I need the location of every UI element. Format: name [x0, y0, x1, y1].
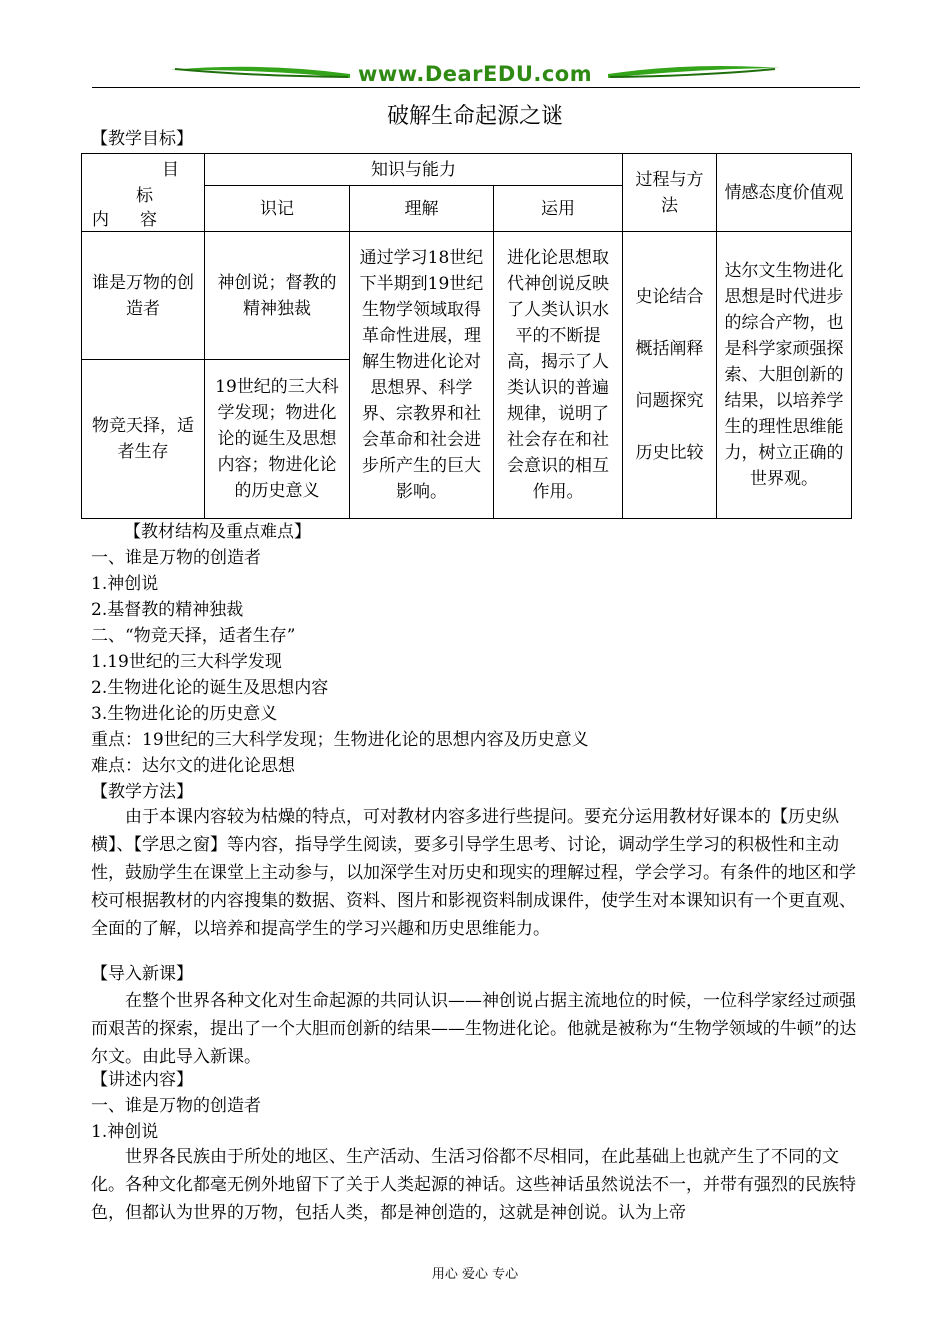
- method-heading: 【教学方法】: [91, 782, 193, 802]
- row-label-creator: 谁是万物的创造者: [82, 232, 205, 360]
- site-banner: [170, 60, 790, 90]
- row-label-natural-selection: 物竞天择，适者生存: [82, 360, 205, 519]
- structure-part2: 二、“物竞天择，适者生存”: [91, 626, 296, 646]
- page-footer: 用心 爱心 专心: [431, 1267, 519, 1282]
- page-title: 破解生命起源之谜: [386, 104, 563, 129]
- understand-header: 理解: [350, 186, 494, 232]
- header-rule: [92, 87, 860, 88]
- structure-item: 2.生物进化论的诞生及思想内容: [91, 678, 329, 698]
- row2-recall-cell: 19世纪的三大科学发现；物进化论的诞生及思想内容；物进化论的历史意义: [205, 360, 350, 519]
- process-item: 史论结合: [635, 287, 704, 307]
- process-item: 历史比较: [635, 443, 704, 463]
- difficulty: 难点：达尔文的进化论思想: [91, 756, 295, 776]
- row1-recall-cell: 神创说；督教的精神独裁: [205, 232, 350, 360]
- corner-label-top: 目: [162, 159, 179, 180]
- process-item: 问题探究: [635, 391, 704, 411]
- structure-part1: 一、谁是万物的创造者: [91, 548, 261, 568]
- structure-item: 2.基督教的精神独裁: [91, 600, 244, 620]
- knowledge-ability-header: 知识与能力: [205, 154, 623, 186]
- site-logo-text: www.DearEDU.com: [358, 62, 593, 86]
- structure-heading: 【教材结构及重点难点】: [124, 522, 311, 542]
- understand-cell: 通过学习18世纪下半期到19世纪生物学领域取得革命性进展，理解生物进化论对思想界、科学界、宗教界和社会革命和社会进步所产生的巨大影响。: [350, 232, 494, 519]
- intro-paragraph: 在整个世界各种文化对生命起源的共同认识——神创说占据主流地位的时候，一位科学家经过顽强而艰苦的探索，提出了一个大胆而创新的结果——生物进化论。他就是被称为“生物学领域的牛顿”的达尔文。由此导入新课。: [91, 991, 857, 1067]
- method-paragraph: 由于本课内容较为枯燥的特点，可对教材内容多进行些提问。要充分运用教材好课本的【历史纵横】、【学思之窗】等内容，指导学生阅读，要多引导学生思考、讨论，调动学生学习的积极性和主动性，鼓励学生在课堂上主动参与，以加深学生对历史和现实的理解过程，学会学习。有条件的地区和学校可根据教材的内容搜集的数据、资料、图片和影视资料制成课件，使学生对本课知识有一个更直观、全面的了解，以培养和提高学生的学习兴趣和历史思维能力。: [91, 807, 856, 939]
- structure-item: 3.生物进化论的历史意义: [91, 704, 278, 724]
- content-paragraph: 世界各民族由于所处的地区、生产活动、生活习俗都不尽相同，在此基础上也就产生了不同的文化。各种文化都毫无例外地留下了关于人类起源的神话。这些神话虽然说法不一，并带有强烈的民族特色，但都认为世界的万物，包括人类，都是神创造的，这就是神创说。认为上帝: [91, 1147, 856, 1223]
- apply-header: 运用: [494, 186, 623, 232]
- key-points: 重点：19世纪的三大科学发现；生物进化论的思想内容及历史意义: [91, 730, 589, 750]
- corner-label-bottom-left: 内: [92, 209, 109, 230]
- process-method-header: 过程与方法: [623, 154, 717, 232]
- structure-item: 1.神创说: [91, 574, 159, 594]
- corner-label-mid: 标: [136, 185, 153, 206]
- emotion-cell: 达尔文生物进化思想是时代进步的综合产物，也是科学家顽强探索、大胆创新的结果，以培养学生的理性思维能力，树立正确的世界观。: [717, 232, 852, 519]
- table-corner-cell: [82, 154, 205, 232]
- objectives-table: [81, 153, 852, 519]
- structure-item: 1.19世纪的三大科学发现: [91, 652, 282, 672]
- intro-heading: 【导入新课】: [91, 964, 193, 984]
- apply-cell: 进化论思想取代神创说反映了人类认识水平的不断提高，揭示了人类认识的普遍规律，说明了社会存在和社会意识的相互作用。: [494, 232, 623, 519]
- objectives-heading: 【教学目标】: [91, 129, 193, 149]
- corner-label-bottom-right: 容: [140, 209, 157, 230]
- content-part1: 一、谁是万物的创造者: [91, 1096, 261, 1116]
- recall-header: 识记: [205, 186, 350, 232]
- emotion-values-header: 情感态度价值观: [717, 154, 852, 232]
- process-item: 概括阐释: [635, 339, 704, 359]
- content-heading: 【讲述内容】: [91, 1070, 193, 1090]
- content-item: 1.神创说: [91, 1122, 159, 1142]
- process-cell: [623, 232, 717, 519]
